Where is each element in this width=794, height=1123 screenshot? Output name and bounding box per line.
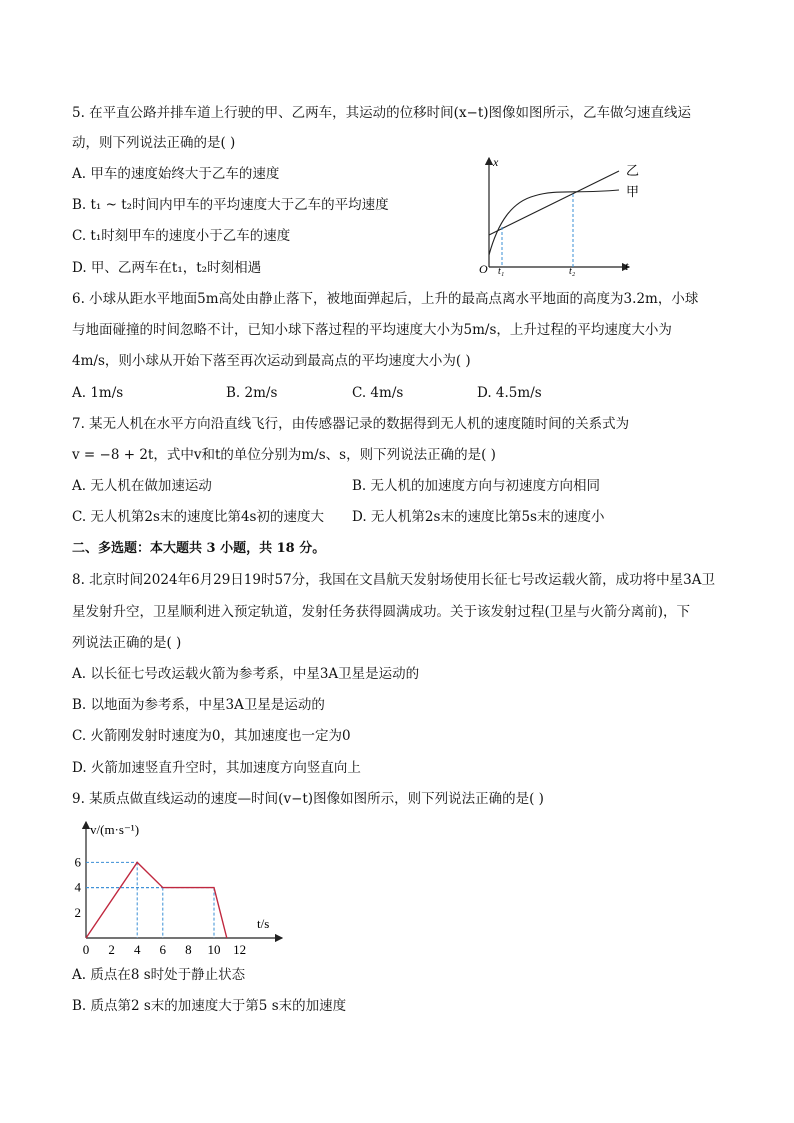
- q5-label-jia: 甲: [626, 184, 640, 199]
- q7-option-c: C. 无人机第2s末的速度比第4s初的速度大: [72, 509, 324, 525]
- q5-t1-label: t₁: [498, 266, 505, 277]
- q5-option-c: C. t₁时刻甲车的速度小于乙车的速度: [72, 228, 291, 244]
- q8-option-d: D. 火箭加速竖直升空时，其加速度方向竖直向上: [72, 760, 361, 776]
- q5-option-b: B. t₁ ~ t₂时间内甲车的平均速度大于乙车的平均速度: [72, 197, 389, 213]
- q9-x-tick-label-12: 12: [233, 942, 247, 957]
- q6-stem-line3: 4m/s，则小球从开始下落至再次运动到最高点的平均速度大小为( ): [72, 353, 471, 369]
- section-heading-multiple-choice: 二、多选题：本大题共 3 小题，共 18 分。: [72, 541, 326, 556]
- q5-stem-line2: 动，则下列说法正确的是( ): [72, 135, 236, 151]
- q7-option-d: D. 无人机第2s末的速度比第5s末的速度小: [352, 509, 605, 525]
- q5-option-a: A. 甲车的速度始终大于乙车的速度: [72, 166, 280, 182]
- q9-x-tick-label-8: 8: [185, 942, 192, 957]
- q7-option-b: B. 无人机的加速度方向与初速度方向相同: [352, 478, 601, 494]
- q5-curve-jia: [489, 190, 619, 255]
- q9-y-tick-label-2: 2: [74, 904, 81, 920]
- q5-t-axis-label: t: [625, 259, 629, 273]
- q9-vt-graph: [66, 816, 291, 960]
- q8-option-a: A. 以长征七号改运载火箭为参考系，中星3A卫星是运动的: [72, 666, 420, 682]
- q9-option-a: A. 质点在8 s时处于静止状态: [72, 967, 246, 983]
- q5-t2-label: t₂: [569, 266, 576, 277]
- q9-x-tick-label-10: 10: [207, 942, 221, 957]
- q6-option-d: D. 4.5m/s: [477, 385, 542, 401]
- q6-option-b: B. 2m/s: [226, 385, 278, 401]
- q6-option-a: A. 1m/s: [72, 385, 124, 401]
- q9-option-b: B. 质点第2 s末的加速度大于第5 s末的加速度: [72, 998, 347, 1014]
- q5-xt-graph: [474, 152, 644, 280]
- q8-option-c: C. 火箭刚发射时速度为0，其加速度也一定为0: [72, 728, 351, 744]
- q9-x-tick-label-4: 4: [133, 942, 141, 957]
- q9-x-tick-label-0: 0: [82, 942, 90, 957]
- q9-y-axis-label: v/(m·s⁻¹): [90, 822, 140, 837]
- q9-series-line: [86, 862, 227, 938]
- q8-stem-line1: 8. 北京时间2024年6月29日19时57分，我国在文昌航天发射场使用长征七号改运载火箭，成功将中星3A卫: [72, 572, 715, 588]
- q6-stem-line2: 与地面碰撞的时间忽略不计，已知小球下落过程的平均速度大小为5m/s，上升过程的平均速度大小为: [72, 322, 672, 338]
- q9-y-tick-label-6: 6: [74, 854, 81, 870]
- q5-line-yi: [489, 171, 619, 235]
- q5-stem-line1: 5. 在平直公路并排车道上行驶的甲、乙两车，其运动的位移时间(x−t)图像如图所示，乙车做匀速直线运: [72, 105, 692, 121]
- q5-option-d: D. 甲、乙两车在t₁，t₂时刻相遇: [72, 260, 262, 276]
- q8-stem-line3: 列说法正确的是( ): [72, 635, 182, 651]
- q9-x-tick-label-6: 6: [159, 942, 167, 957]
- q5-label-yi: 乙: [626, 163, 640, 178]
- q7-stem-line1: 7. 某无人机在水平方向沿直线飞行，由传感器记录的数据得到无人机的速度随时间的关系式为: [72, 416, 630, 432]
- q9-y-tick-label-4: 4: [74, 879, 81, 895]
- q9-x-axis-label: t/s: [257, 916, 270, 931]
- q8-option-b: B. 以地面为参考系，中星3A卫星是运动的: [72, 697, 325, 713]
- q5-origin-label: O: [479, 262, 488, 276]
- q6-stem-line1: 6. 小球从距水平地面5m高处由静止落下，被地面弹起后，上升的最高点离水平地面的高度为3.2m，小球: [72, 291, 699, 307]
- q6-option-c: C. 4m/s: [352, 385, 404, 401]
- q5-x-axis-label: x: [493, 155, 499, 169]
- q7-option-a: A. 无人机在做加速运动: [72, 478, 212, 494]
- q7-stem-line2: v = −8 + 2t，式中v和t的单位分别为m/s、s，则下列说法正确的是( ): [72, 447, 496, 463]
- q8-stem-line2: 星发射升空，卫星顺利进入预定轨道，发射任务获得圆满成功。关于该发射过程(卫星与火箭分离前)，下: [72, 604, 691, 620]
- q9-x-tick-label-2: 2: [108, 942, 115, 957]
- q9-stem: 9. 某质点做直线运动的速度—时间(v−t)图像如图所示，则下列说法正确的是( ): [72, 791, 544, 807]
